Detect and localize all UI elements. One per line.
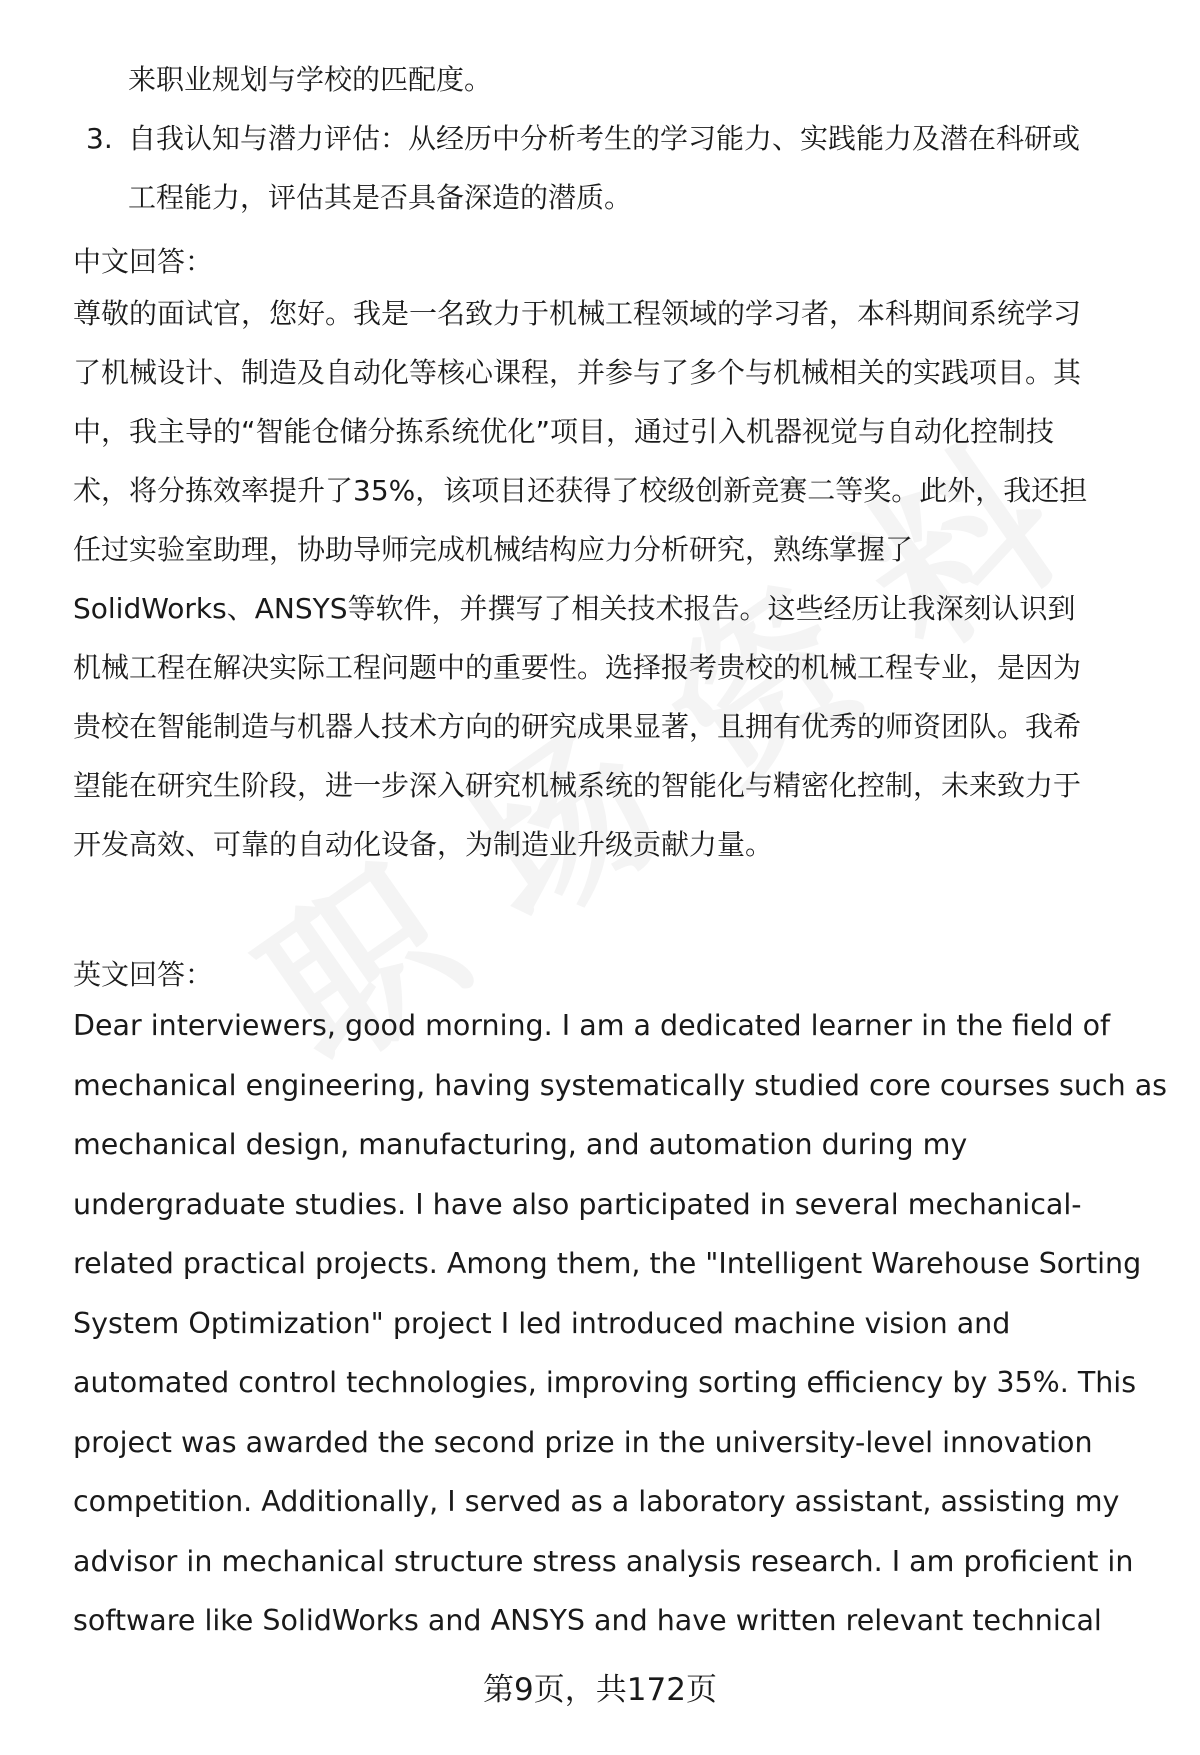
chinese-answer-label: 中文回答： xyxy=(73,245,214,278)
paragraph-line: project was awarded the second prize in the university-level innovation xyxy=(73,1425,1093,1459)
paragraph-line: Dear interviewers, good morning. I am a dedicated learner in the field of xyxy=(73,1009,1111,1042)
paragraph-line: 中，我主导的“智能仓储分拣系统优化”项目，通过引入机器视觉与自动化控制技 xyxy=(73,415,1055,448)
paragraph-line: 开发高效、可靠的自动化设备，为制造业升级贡献力量。 xyxy=(73,828,774,861)
paragraph-line: competition. Additionally, I served as a laboratory assistant, assisting my xyxy=(73,1485,1120,1518)
list-item-3 xyxy=(86,109,1146,227)
paragraph-line: 贵校在智能制造与机器人技术方向的研究成果显著，且拥有优秀的师资团队。我希 xyxy=(73,710,1082,743)
list-item-line: 自我认知与潜力评估：从经历中分析考生的学习能力、实践能力及潜在科研或 xyxy=(128,122,1081,155)
list-item-line: 工程能力，评估其是否具备深造的潜质。 xyxy=(128,181,633,214)
chinese-answer-paragraph xyxy=(73,284,1143,874)
paragraph-line: 尊敬的面试官，您好。我是一名致力于机械工程领域的学习者，本科期间系统学习 xyxy=(73,297,1082,330)
paragraph-line: SolidWorks、ANSYS等软件，并撰写了相关技术报告。这些经历让我深刻认识到 xyxy=(73,592,1076,625)
paragraph-line: automated control technologies, improving sorting efficiency by 35%. This xyxy=(73,1366,1137,1399)
criteria-list xyxy=(86,50,1146,227)
page-number-footer: 第9页，共172页 xyxy=(483,1672,717,1708)
paragraph-line: software like SolidWorks and ANSYS and have written relevant technical xyxy=(73,1604,1102,1637)
paragraph-line: advisor in mechanical structure stress analysis research. I am proficient in xyxy=(73,1544,1134,1578)
paragraph-line: 机械工程在解决实际工程问题中的重要性。选择报考贵校的机械工程专业，是因为 xyxy=(73,651,1082,684)
paragraph-line: System Optimization" project I led introduced machine vision and xyxy=(73,1306,1011,1340)
english-answer-label: 英文回答： xyxy=(73,958,214,991)
english-answer-paragraph xyxy=(73,996,1168,1651)
list-continuation-line: 来职业规划与学校的匹配度。 xyxy=(128,63,493,96)
paragraph-line: mechanical design, manufacturing, and automation during my xyxy=(73,1128,968,1161)
paragraph-line: mechanical engineering, having systematically studied core courses such as xyxy=(73,1068,1168,1102)
paragraph-line: 术，将分拣效率提升了35%，该项目还获得了校级创新竞赛二等奖。此外，我还担 xyxy=(73,474,1088,507)
list-item-number: 3. xyxy=(86,122,113,155)
paragraph-line: 任过实验室助理，协助导师完成机械结构应力分析研究，熟练掌握了 xyxy=(73,533,914,566)
paragraph-line: undergraduate studies. I have also participated in several mechanical- xyxy=(73,1187,1082,1221)
paragraph-line: related practical projects. Among them, the "Intelligent Warehouse Sorting xyxy=(73,1247,1142,1280)
paragraph-line: 望能在研究生阶段，进一步深入研究机械系统的智能化与精密化控制，未来致力于 xyxy=(73,769,1082,802)
paragraph-line: 了机械设计、制造及自动化等核心课程，并参与了多个与机械相关的实践项目。其 xyxy=(73,356,1082,389)
